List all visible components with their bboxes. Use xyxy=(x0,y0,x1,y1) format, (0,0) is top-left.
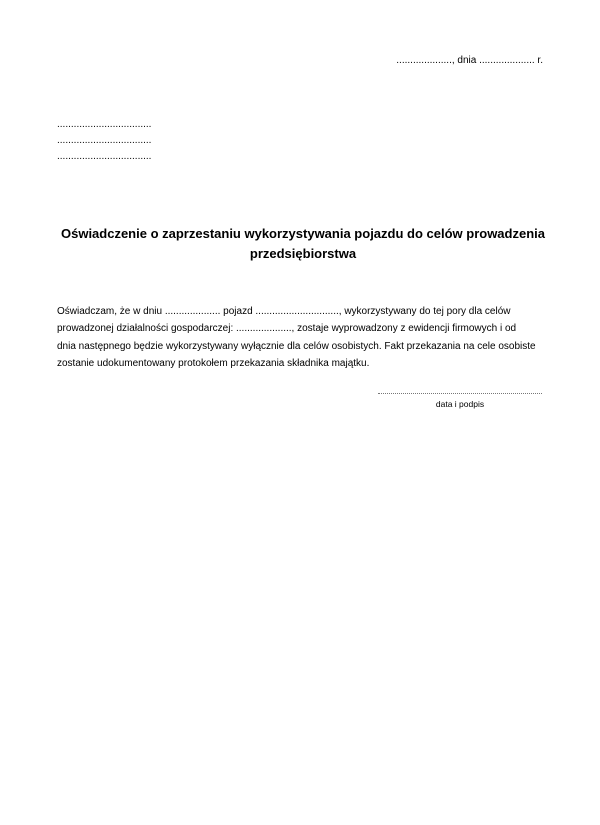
place-and-date-line: ...................., dnia .................... r. xyxy=(396,55,543,66)
sender-line-1: .................................. xyxy=(57,119,152,130)
document-title xyxy=(40,224,566,264)
body-line-2: prowadzonej działalności gospodarczej: ...................., zostaje wyprowadzony z ewidencji firmowych i od xyxy=(57,323,517,335)
signature-block xyxy=(378,393,542,409)
body-line-3: dnia następnego będzie wykorzystywany wyłącznie dla celów osobistych. Fakt przekazania na cele osobiste xyxy=(57,340,536,352)
sender-line-3: .................................. xyxy=(57,151,152,162)
title-line-1: Oświadczenie o zaprzestaniu wykorzystywania pojazdu do celów prowadzenia xyxy=(60,226,545,241)
title-line-2: przedsiębiorstwa xyxy=(249,246,357,261)
sender-line-2: .................................. xyxy=(57,135,152,146)
body-line-1: Oświadczam, że w dniu .................... pojazd .............................., wykorzystywany do tej pory dla celów xyxy=(57,306,511,317)
sender-block xyxy=(57,117,151,165)
body-line-4: zostanie udokumentowany protokołem przekazania składnika majątku. xyxy=(57,357,370,369)
signature-caption: data i podpis xyxy=(435,399,485,409)
signature-line xyxy=(378,393,542,394)
declaration-body xyxy=(57,303,536,372)
